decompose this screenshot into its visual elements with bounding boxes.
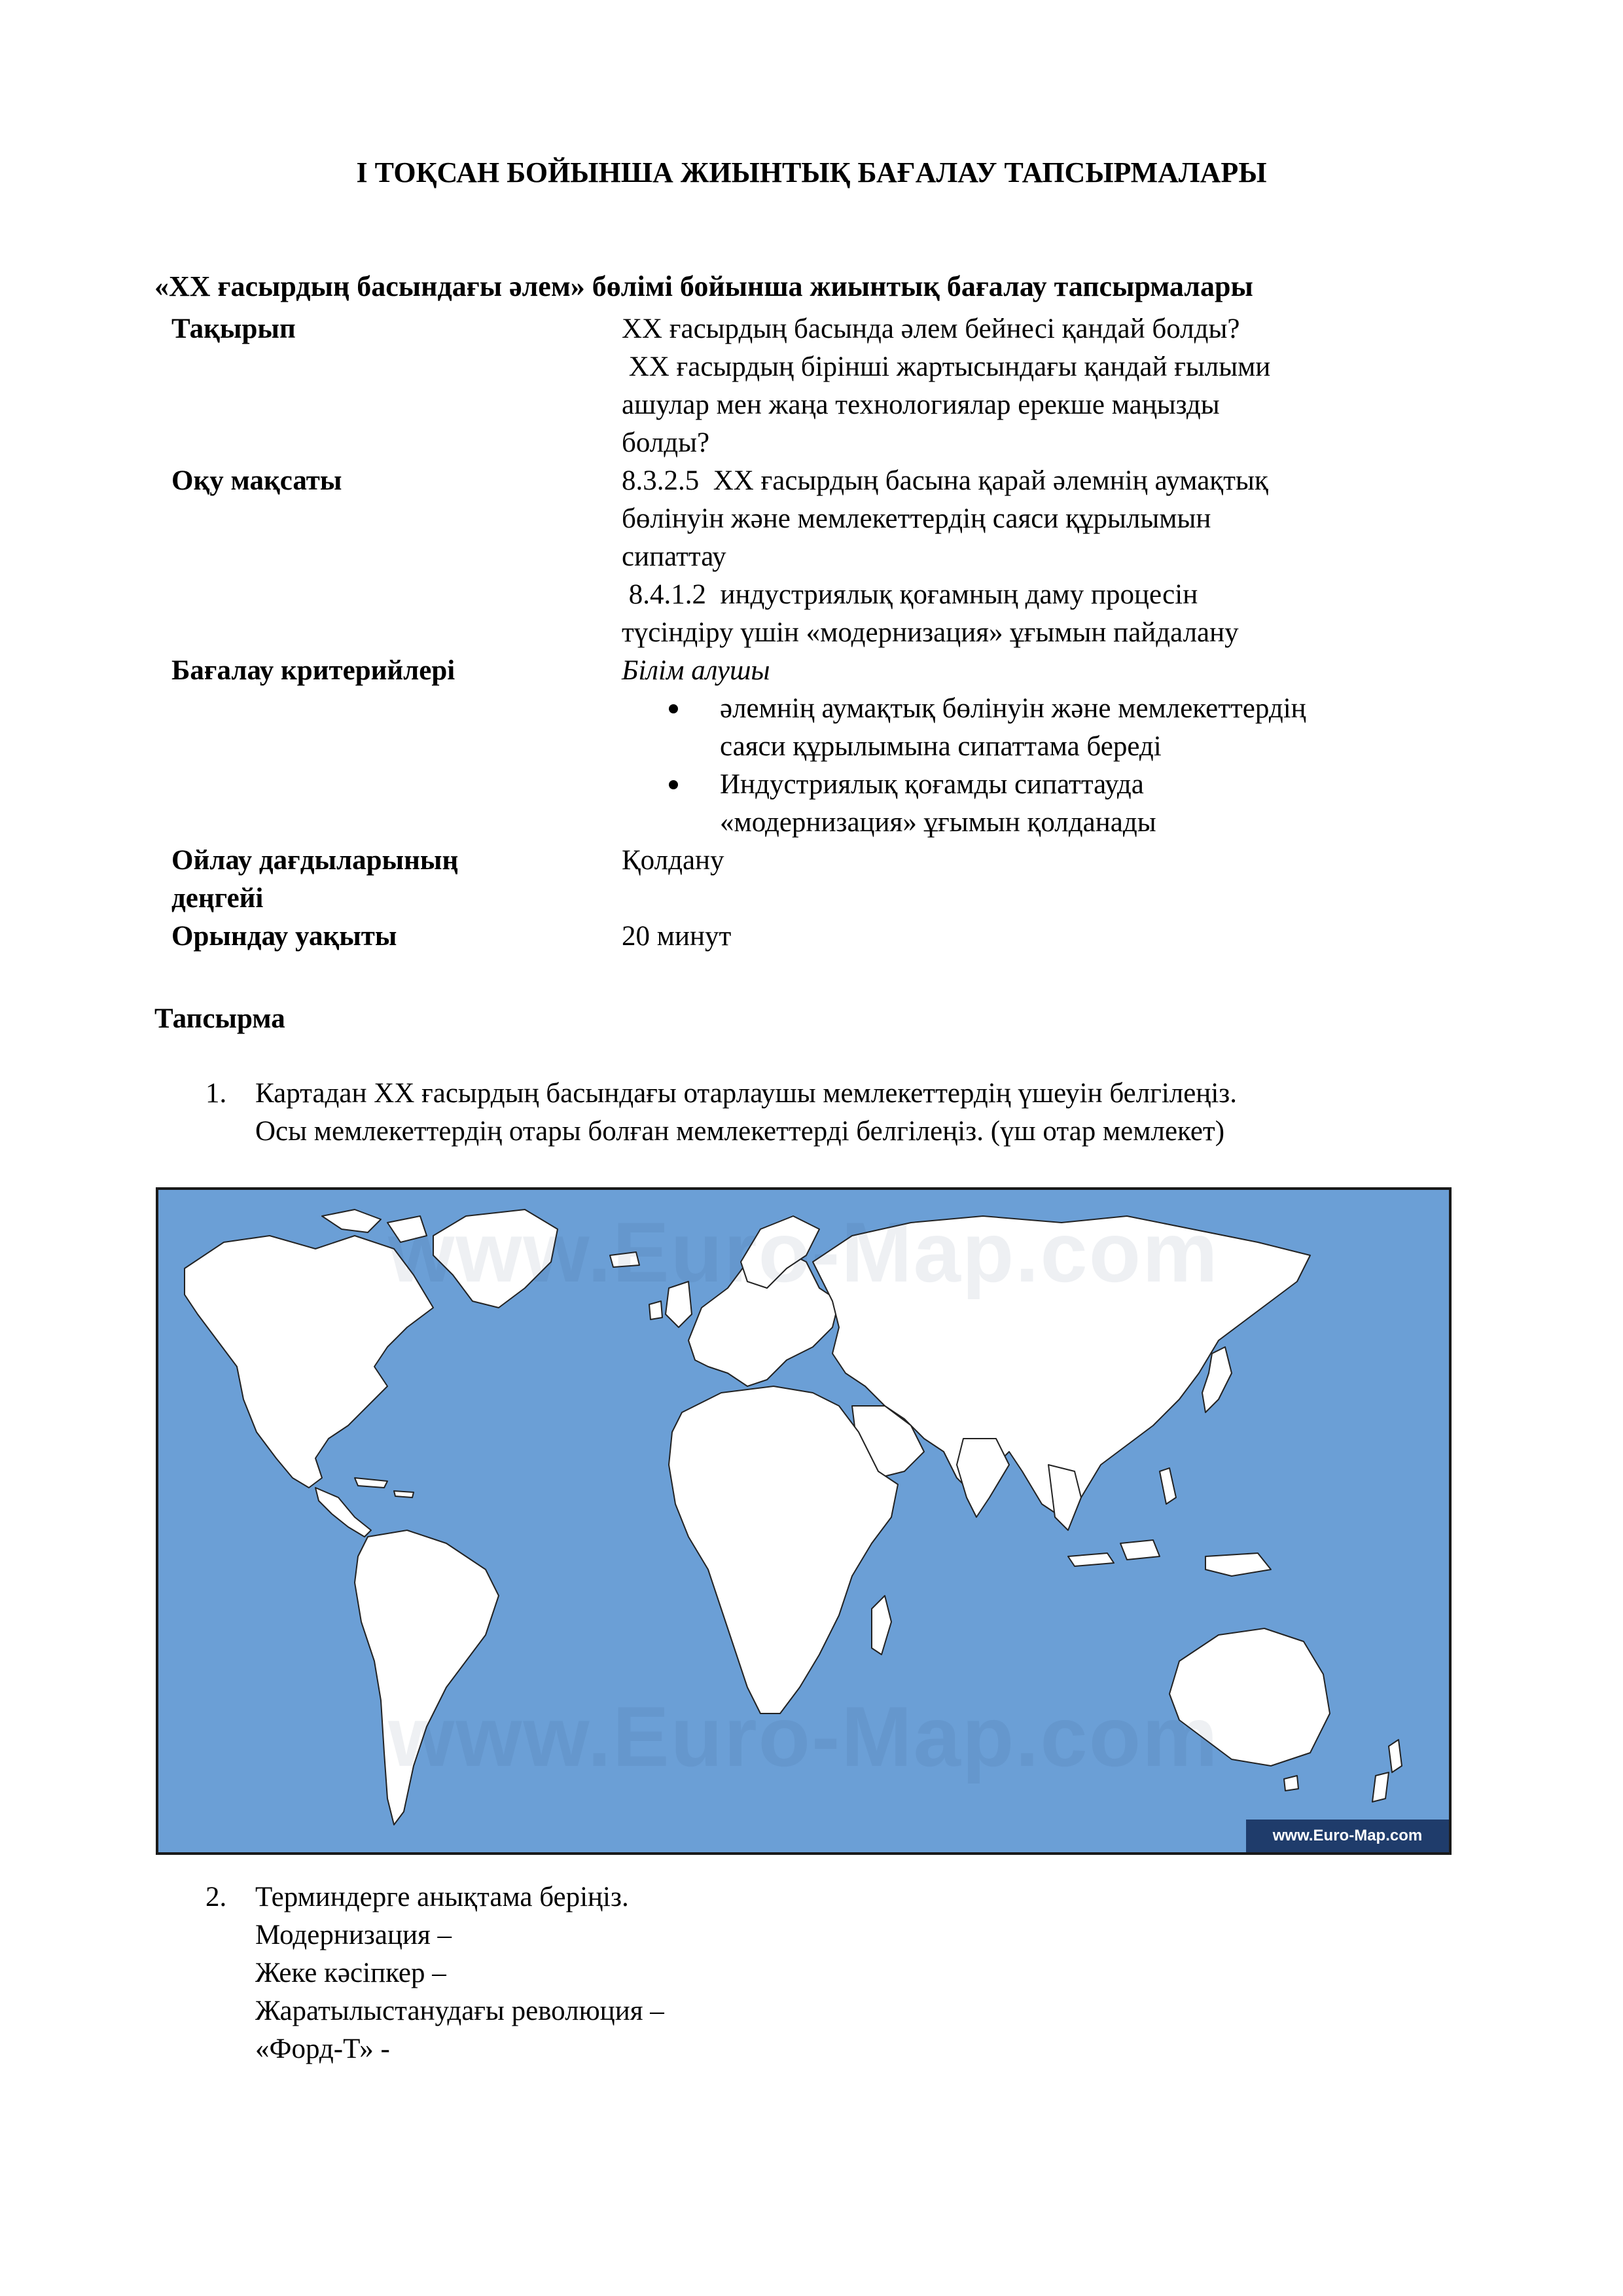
criteria-list [622,690,1472,842]
objective-line: сипаттау [622,541,726,572]
arctic-islands-shape [387,1216,427,1242]
topic-line: болды? [622,427,710,458]
topic-value [622,310,1472,462]
term-definition-line: Жаратылыстанудағы революция – [255,1996,664,2026]
arctic-islands-shape [322,1210,381,1232]
thinking-label-line: Ойлау дағдыларының [171,845,459,876]
task-1-number: 1. [205,1078,227,1109]
criteria-item-line: «модернизация» ұғымын қолданады [720,807,1156,838]
time-label: Орындау уақыты [171,921,397,952]
world-outline-map [156,1187,1452,1855]
objective-value [622,462,1472,652]
topic-label: Тақырып [171,314,296,344]
british-isles-shape [666,1282,692,1327]
indonesia-shape [1120,1540,1160,1560]
criteria-item-line: Индустриялық қоғамды сипаттауда [720,769,1144,800]
task-1-line: Картадан XX ғасырдың басындағы отарлаушы мемлекеттердің үшеуін белгілеңіз. [255,1078,1238,1109]
criteria-item-line: саяси құрылымына сипаттама береді [720,731,1162,762]
thinking-label [171,842,590,918]
greenland-shape [433,1210,558,1308]
map-watermark: www.Euro-Map.com [388,1689,1219,1784]
objective-line: бөлінуін және мемлекеттердің саяси құрылымын [622,503,1211,534]
caribbean-islands-shape [394,1491,414,1498]
criteria-item [622,690,1472,766]
criteria-intro: Білім алушы [622,655,770,686]
task-2-intro: Терминдерге анықтама беріңіз. [255,1882,629,1912]
task-2-number: 2. [205,1882,227,1912]
thinking-label-line: деңгейі [171,883,264,914]
australia-shape [1169,1628,1330,1766]
india-shape [957,1439,1009,1517]
world-map-svg [158,1190,1449,1852]
criteria-label: Бағалау критерийлері [171,655,455,686]
term-definition-line: Модернизация – [255,1920,452,1950]
british-isles-shape [649,1301,662,1319]
criteria-item [622,766,1472,842]
objective-line: 8.3.2.5 XX ғасырдың басына қарай әлемнің аумақтық [622,465,1268,496]
objective-line: түсіндіру үшін «модернизация» ұғымын пайдалану [622,617,1239,648]
task-heading: Тапсырма [154,1003,285,1034]
central-america-shape [315,1488,371,1537]
document-title: І ТОҚСАН БОЙЫНША ЖИЫНТЫҚ БАҒАЛАУ ТАПСЫРМАЛАРЫ [356,156,1267,188]
objective-label: Оқу мақсаты [171,465,342,496]
iceland-shape [610,1252,639,1267]
tasmania-shape [1284,1776,1298,1791]
task-1-line: Осы мемлекеттердің отары болған мемлекеттерді белгілеңіз. (үш отар мемлекет) [255,1116,1225,1147]
new-zealand-shape [1389,1740,1402,1772]
north-america-shape [185,1236,433,1488]
time-value: 20 минут [622,921,732,952]
section-title: «XX ғасырдың басындағы әлем» бөлімі бойынша жиынтық бағалау тапсырмалары [154,270,1253,302]
indonesia-shape [1068,1553,1114,1566]
criteria-item-line: әлемнің аумақтық бөлінуін және мемлекеттердің [720,693,1306,724]
new-zealand-shape [1372,1772,1389,1802]
madagascar-shape [872,1596,891,1655]
philippines-shape [1160,1468,1176,1504]
south-america-shape [355,1530,499,1825]
term-definition-line: «Форд-Т» - [255,2034,390,2064]
thinking-value: Қолдану [622,845,724,876]
topic-line: XX ғасырдың басында әлем бейнесі қандай болды? [622,314,1240,344]
topic-line: ашулар мен жаңа технологиялар ерекше маңызды [622,389,1220,420]
map-source-badge: www.Euro-Map.com [1246,1820,1449,1852]
caribbean-islands-shape [355,1478,387,1488]
new-guinea-shape [1205,1553,1271,1576]
objective-line: 8.4.1.2 индустриялық қоғамның даму процесін [622,579,1198,610]
term-definition-line: Жеке кәсіпкер – [255,1958,446,1988]
criteria-value [622,652,1472,842]
task-1-text [255,1075,1237,1151]
topic-line: XX ғасырдың бірінші жартысындағы қандай ғылыми [622,351,1271,382]
